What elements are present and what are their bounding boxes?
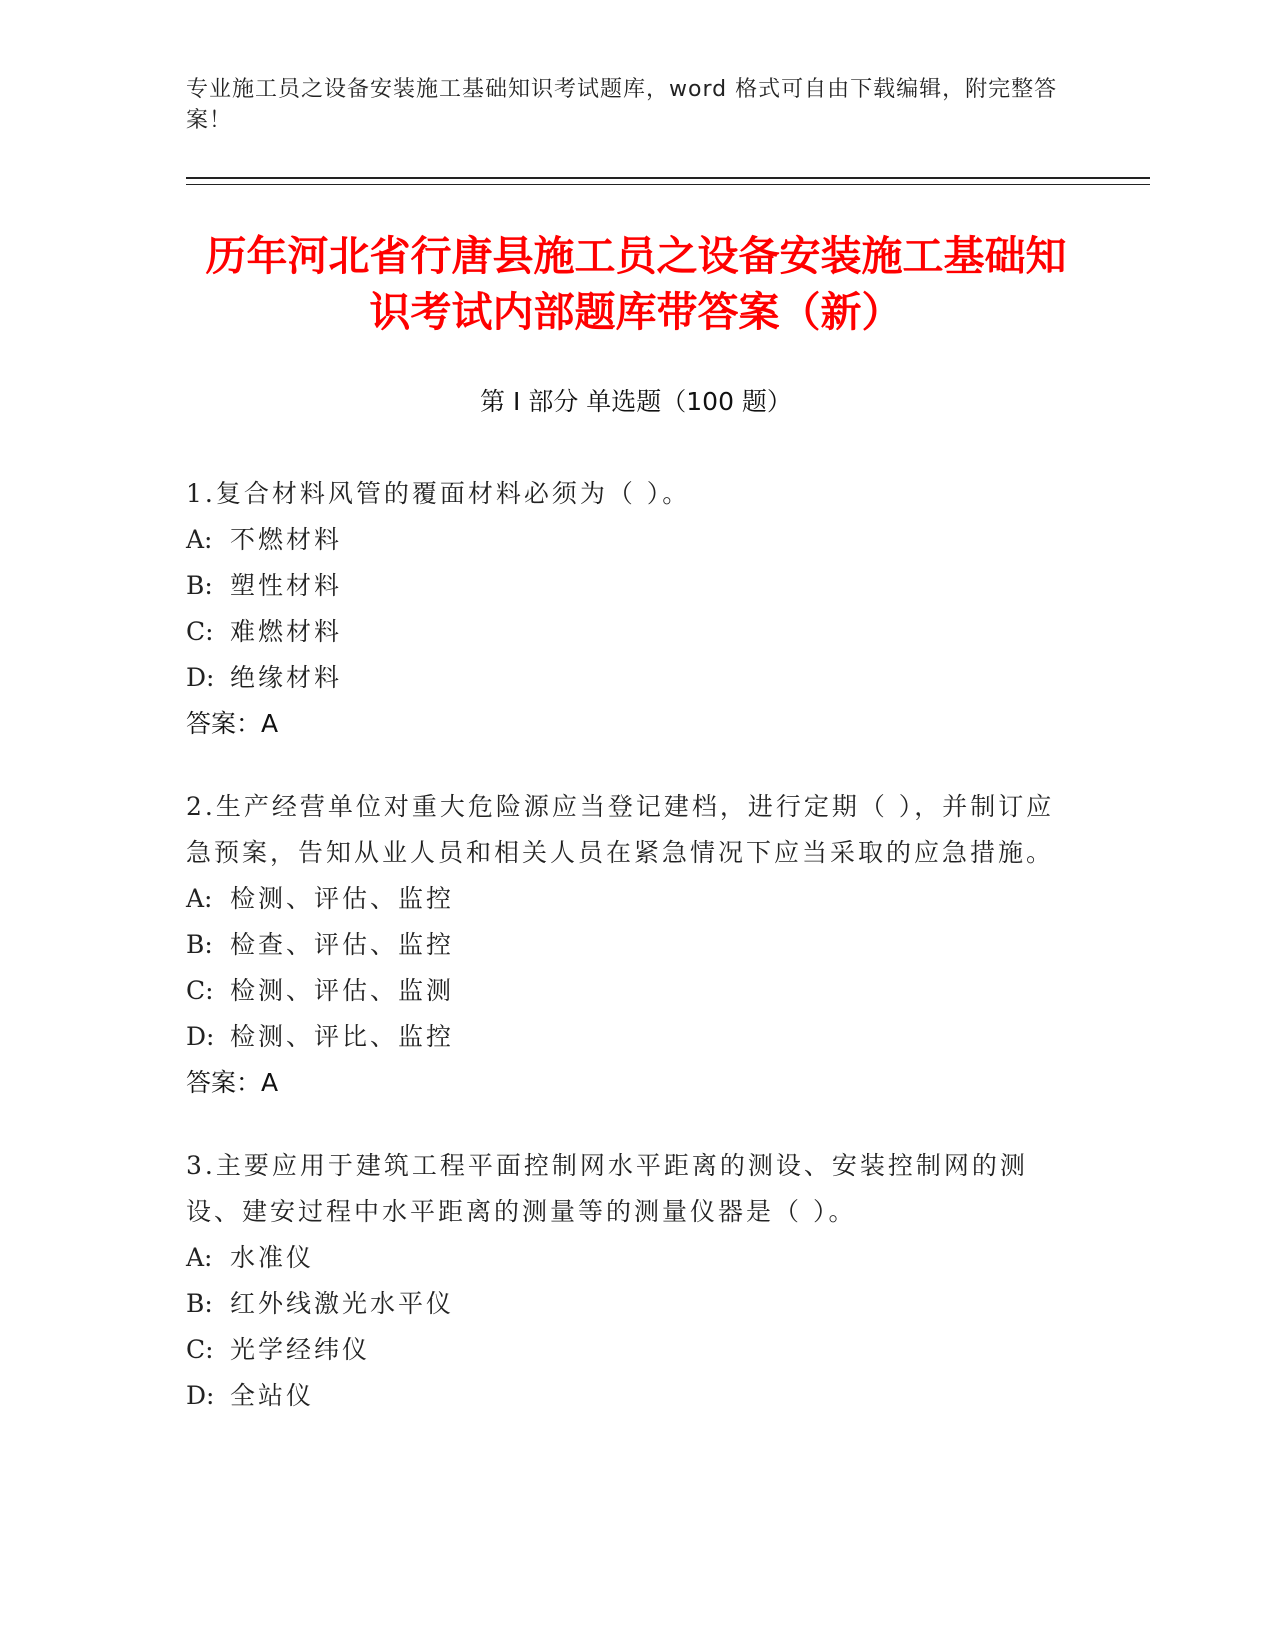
option-key: A: — [186, 525, 213, 554]
option-key: C: — [186, 976, 214, 1005]
option-key: D: — [186, 663, 215, 692]
answer-line: 答案：A — [186, 709, 279, 738]
question-3 — [186, 1143, 1066, 1419]
option-b — [186, 563, 1066, 609]
option-key: A: — [186, 1243, 213, 1272]
question-1 — [186, 471, 1066, 747]
option-key: C: — [186, 1335, 214, 1364]
option-c — [186, 968, 1066, 1014]
header-divider-thick — [186, 177, 1150, 179]
option-text: 红外线激光水平仪 — [230, 1289, 455, 1318]
option-key: A: — [186, 884, 213, 913]
option-text: 不燃材料 — [230, 525, 343, 554]
option-text: 检测、评估、监测 — [230, 976, 455, 1005]
option-d — [186, 1014, 1066, 1060]
answer-line: 答案：A — [186, 1068, 279, 1097]
option-text: 水准仪 — [230, 1243, 315, 1272]
option-a — [186, 1235, 1066, 1281]
option-key: B: — [186, 930, 213, 959]
option-text: 难燃材料 — [230, 617, 343, 646]
option-key: B: — [186, 571, 213, 600]
option-text: 光学经纬仪 — [230, 1335, 371, 1364]
option-key: B: — [186, 1289, 213, 1318]
option-c — [186, 1327, 1066, 1373]
question-text: 3.主要应用于建筑工程平面控制网水平距离的测设、安装控制网的测设、建安过程中水平距离的测量等的测量仪器是（ ）。 — [186, 1151, 1028, 1226]
option-key: D: — [186, 1381, 215, 1410]
header-intro: 专业施工员之设备安装施工基础知识考试题库，word 格式可自由下载编辑，附完整答案！ — [186, 77, 1058, 133]
option-text: 检测、评比、监控 — [230, 1022, 455, 1051]
section-heading: 第 I 部分 单选题（100 题） — [480, 387, 792, 416]
header-divider-thin — [186, 184, 1150, 185]
option-d — [186, 1373, 1066, 1419]
option-b — [186, 922, 1066, 968]
option-text: 塑性材料 — [230, 571, 343, 600]
option-text: 检测、评估、监控 — [230, 884, 455, 913]
document-title: 历年河北省行唐县施工员之设备安装施工基础知识考试内部题库带答案（新） — [205, 232, 1067, 336]
option-text: 全站仪 — [230, 1381, 315, 1410]
option-text: 绝缘材料 — [230, 663, 343, 692]
question-list — [186, 471, 1066, 1456]
option-a — [186, 876, 1066, 922]
option-key: C: — [186, 617, 214, 646]
option-a — [186, 517, 1066, 563]
option-key: D: — [186, 1022, 215, 1051]
option-text: 检查、评估、监控 — [230, 930, 455, 959]
question-text: 2.生产经营单位对重大危险源应当登记建档，进行定期（ ），并制订应急预案，告知从业人员和相关人员在紧急情况下应当采取的应急措施。 — [186, 792, 1055, 867]
option-d — [186, 655, 1066, 701]
option-c — [186, 609, 1066, 655]
option-b — [186, 1281, 1066, 1327]
question-2 — [186, 784, 1066, 1106]
question-text: 1.复合材料风管的覆面材料必须为（ ）。 — [186, 479, 691, 508]
